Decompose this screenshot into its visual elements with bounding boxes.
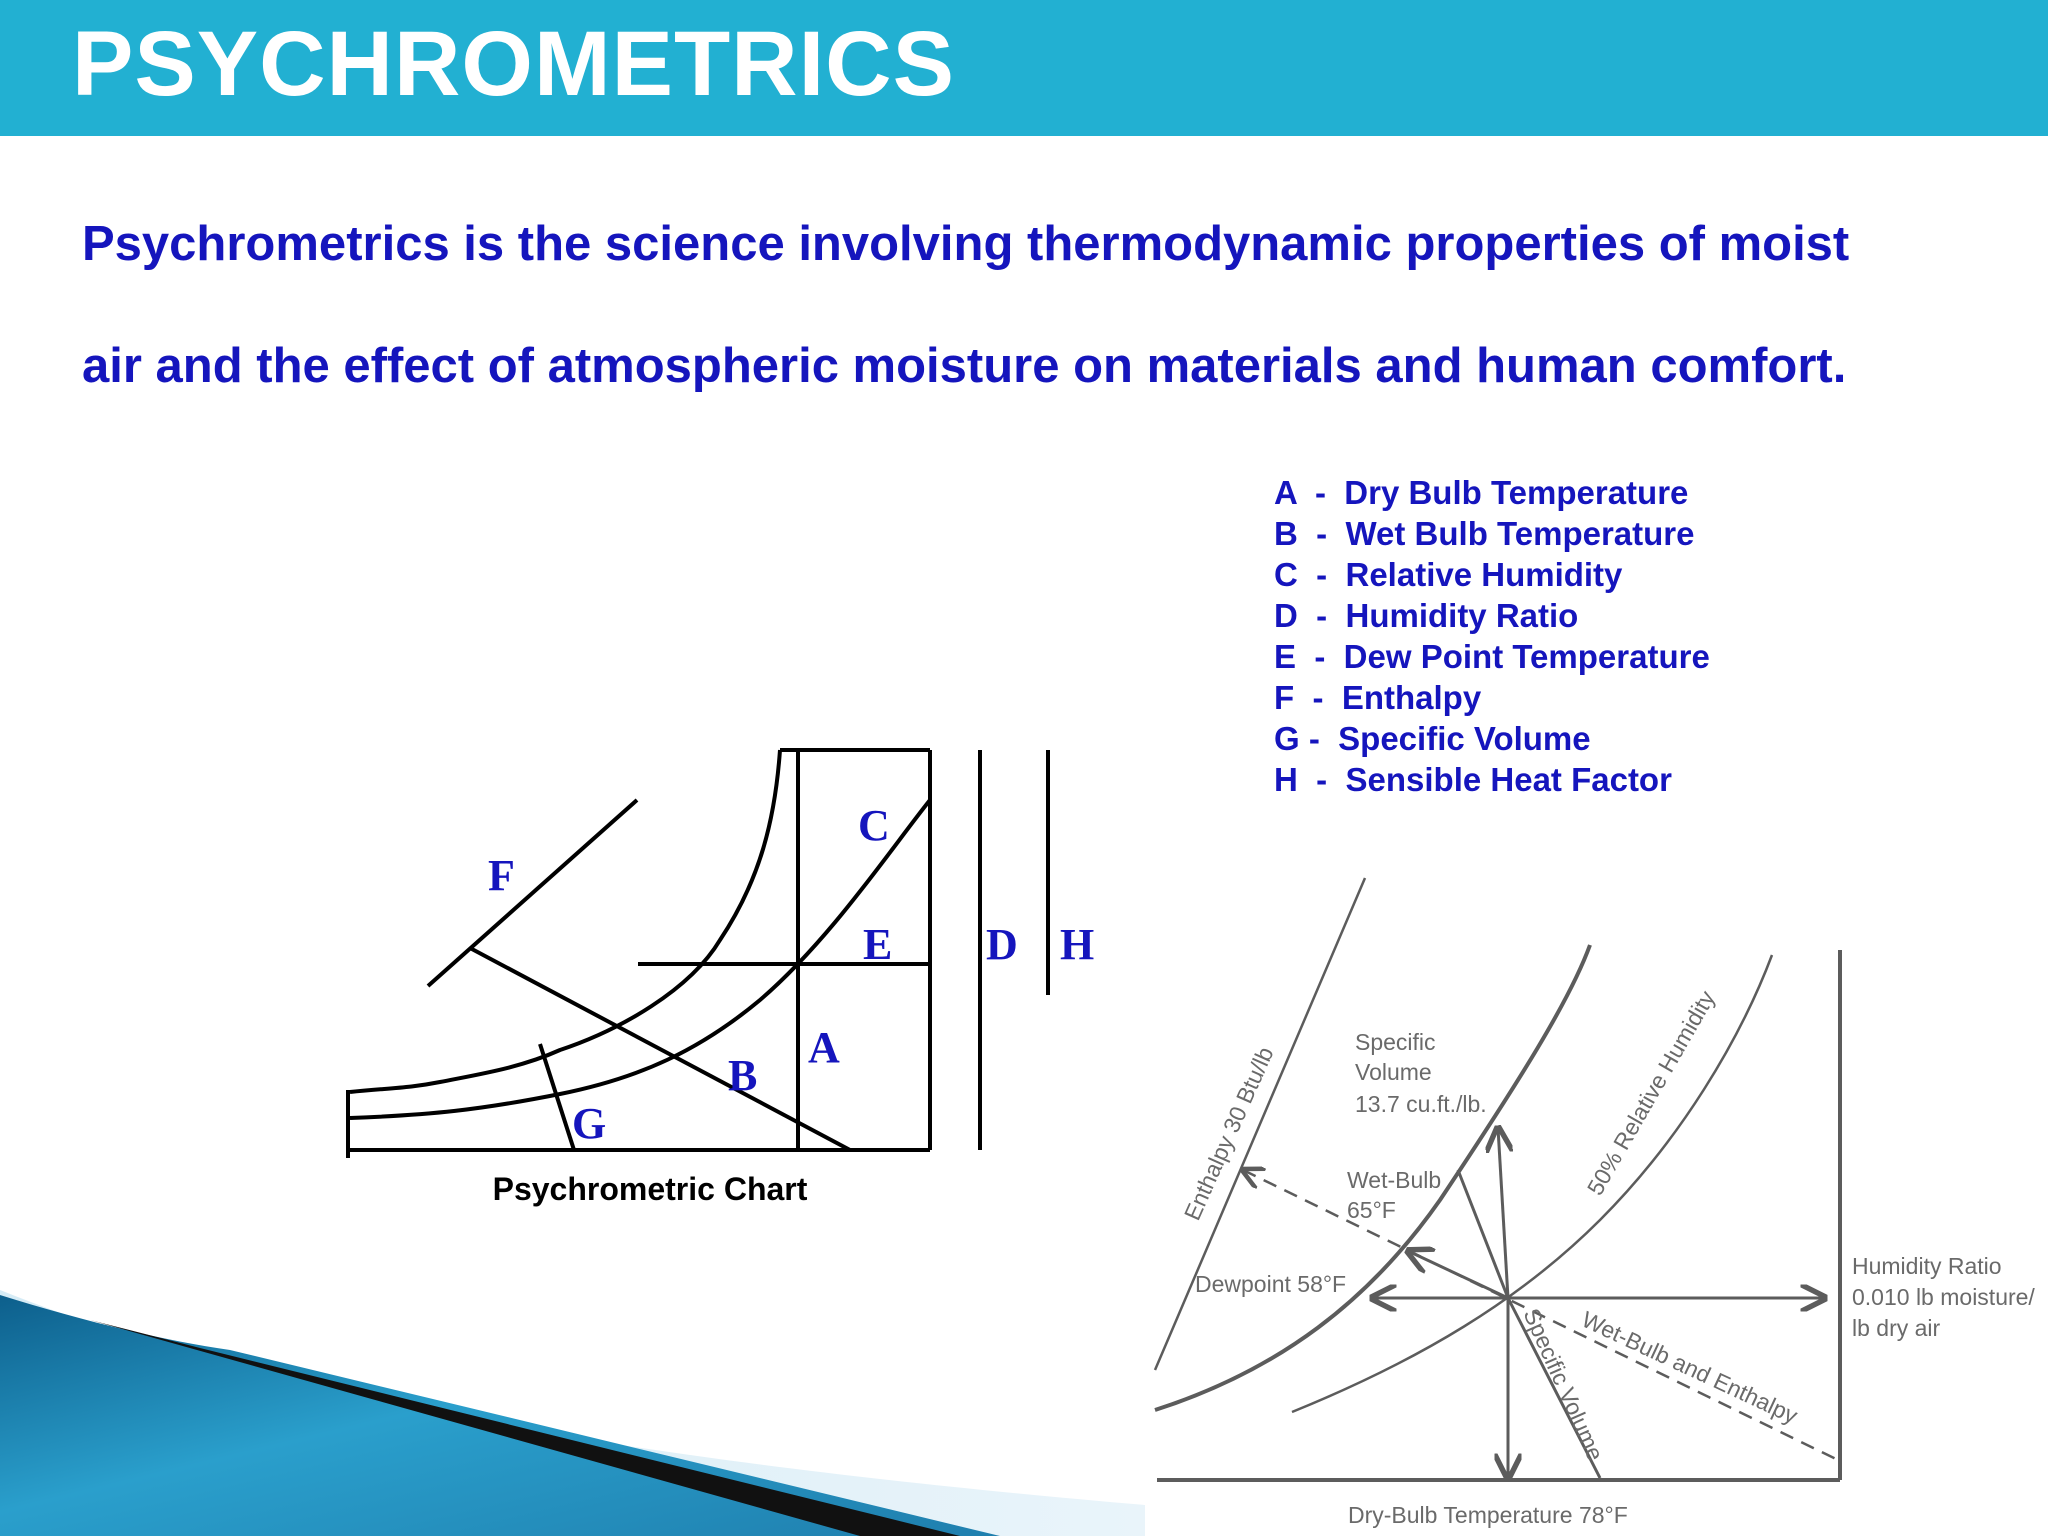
label-g: G (572, 1099, 607, 1148)
label-f: F (488, 851, 515, 900)
label-e: E (863, 920, 893, 969)
legend-item-e: E - Dew Point Temperature (1274, 638, 1710, 675)
wet-bulb-label-2: 65°F (1347, 1197, 1396, 1223)
legend-item-b: B - Wet Bulb Temperature (1274, 515, 1695, 552)
specific-volume-axis-label: Specific Volume (1518, 1304, 1609, 1465)
wetbulb-enthalpy-label: Wet-Bulb and Enthalpy (1577, 1305, 1802, 1429)
decorative-swoosh (0, 1290, 1145, 1536)
schematic-caption: Psychrometric Chart (492, 1171, 808, 1207)
specific-volume-label-1: Specific (1355, 1029, 1436, 1055)
label-h: H (1060, 920, 1095, 969)
slide-title: PSYCHROMETRICS (72, 13, 955, 115)
legend-item-a: A - Dry Bulb Temperature (1274, 474, 1689, 511)
legend-item-f: F - Enthalpy (1274, 679, 1482, 716)
relative-humidity-label: 50% Relative Humidity (1581, 986, 1721, 1200)
schematic-chart (348, 750, 1048, 1158)
example-chart-labels (1179, 986, 2036, 1528)
legend-item-c: C - Relative Humidity (1274, 556, 1623, 593)
dewpoint-label: Dewpoint 58°F (1195, 1271, 1347, 1297)
enthalpy-label: Enthalpy 30 Btu/lb (1178, 1042, 1279, 1225)
specific-volume-label-2: Volume (1355, 1059, 1432, 1085)
intro-line-1: Psychrometrics is the science involving thermodynamic properties of moist (82, 217, 1850, 271)
label-b: B (728, 1051, 758, 1100)
humidity-ratio-label-3: lb dry air (1852, 1315, 1941, 1341)
label-a: A (808, 1023, 840, 1072)
legend-item-d: D - Humidity Ratio (1274, 597, 1579, 634)
dry-bulb-label: Dry-Bulb Temperature 78°F (1348, 1502, 1628, 1528)
intro-line-2: air and the effect of atmospheric moisture on materials and human comfort. (82, 339, 1847, 393)
wet-bulb-label-1: Wet-Bulb (1347, 1167, 1442, 1193)
specific-volume-label-3: 13.7 cu.ft./lb. (1355, 1091, 1487, 1117)
legend-item-h: H - Sensible Heat Factor (1274, 761, 1672, 798)
label-c: C (858, 801, 890, 850)
humidity-ratio-label-1: Humidity Ratio (1852, 1253, 2002, 1279)
legend-item-g: G - Specific Volume (1274, 720, 1591, 757)
humidity-ratio-label-2: 0.010 lb moisture/ (1852, 1284, 2035, 1310)
label-d: D (986, 920, 1018, 969)
